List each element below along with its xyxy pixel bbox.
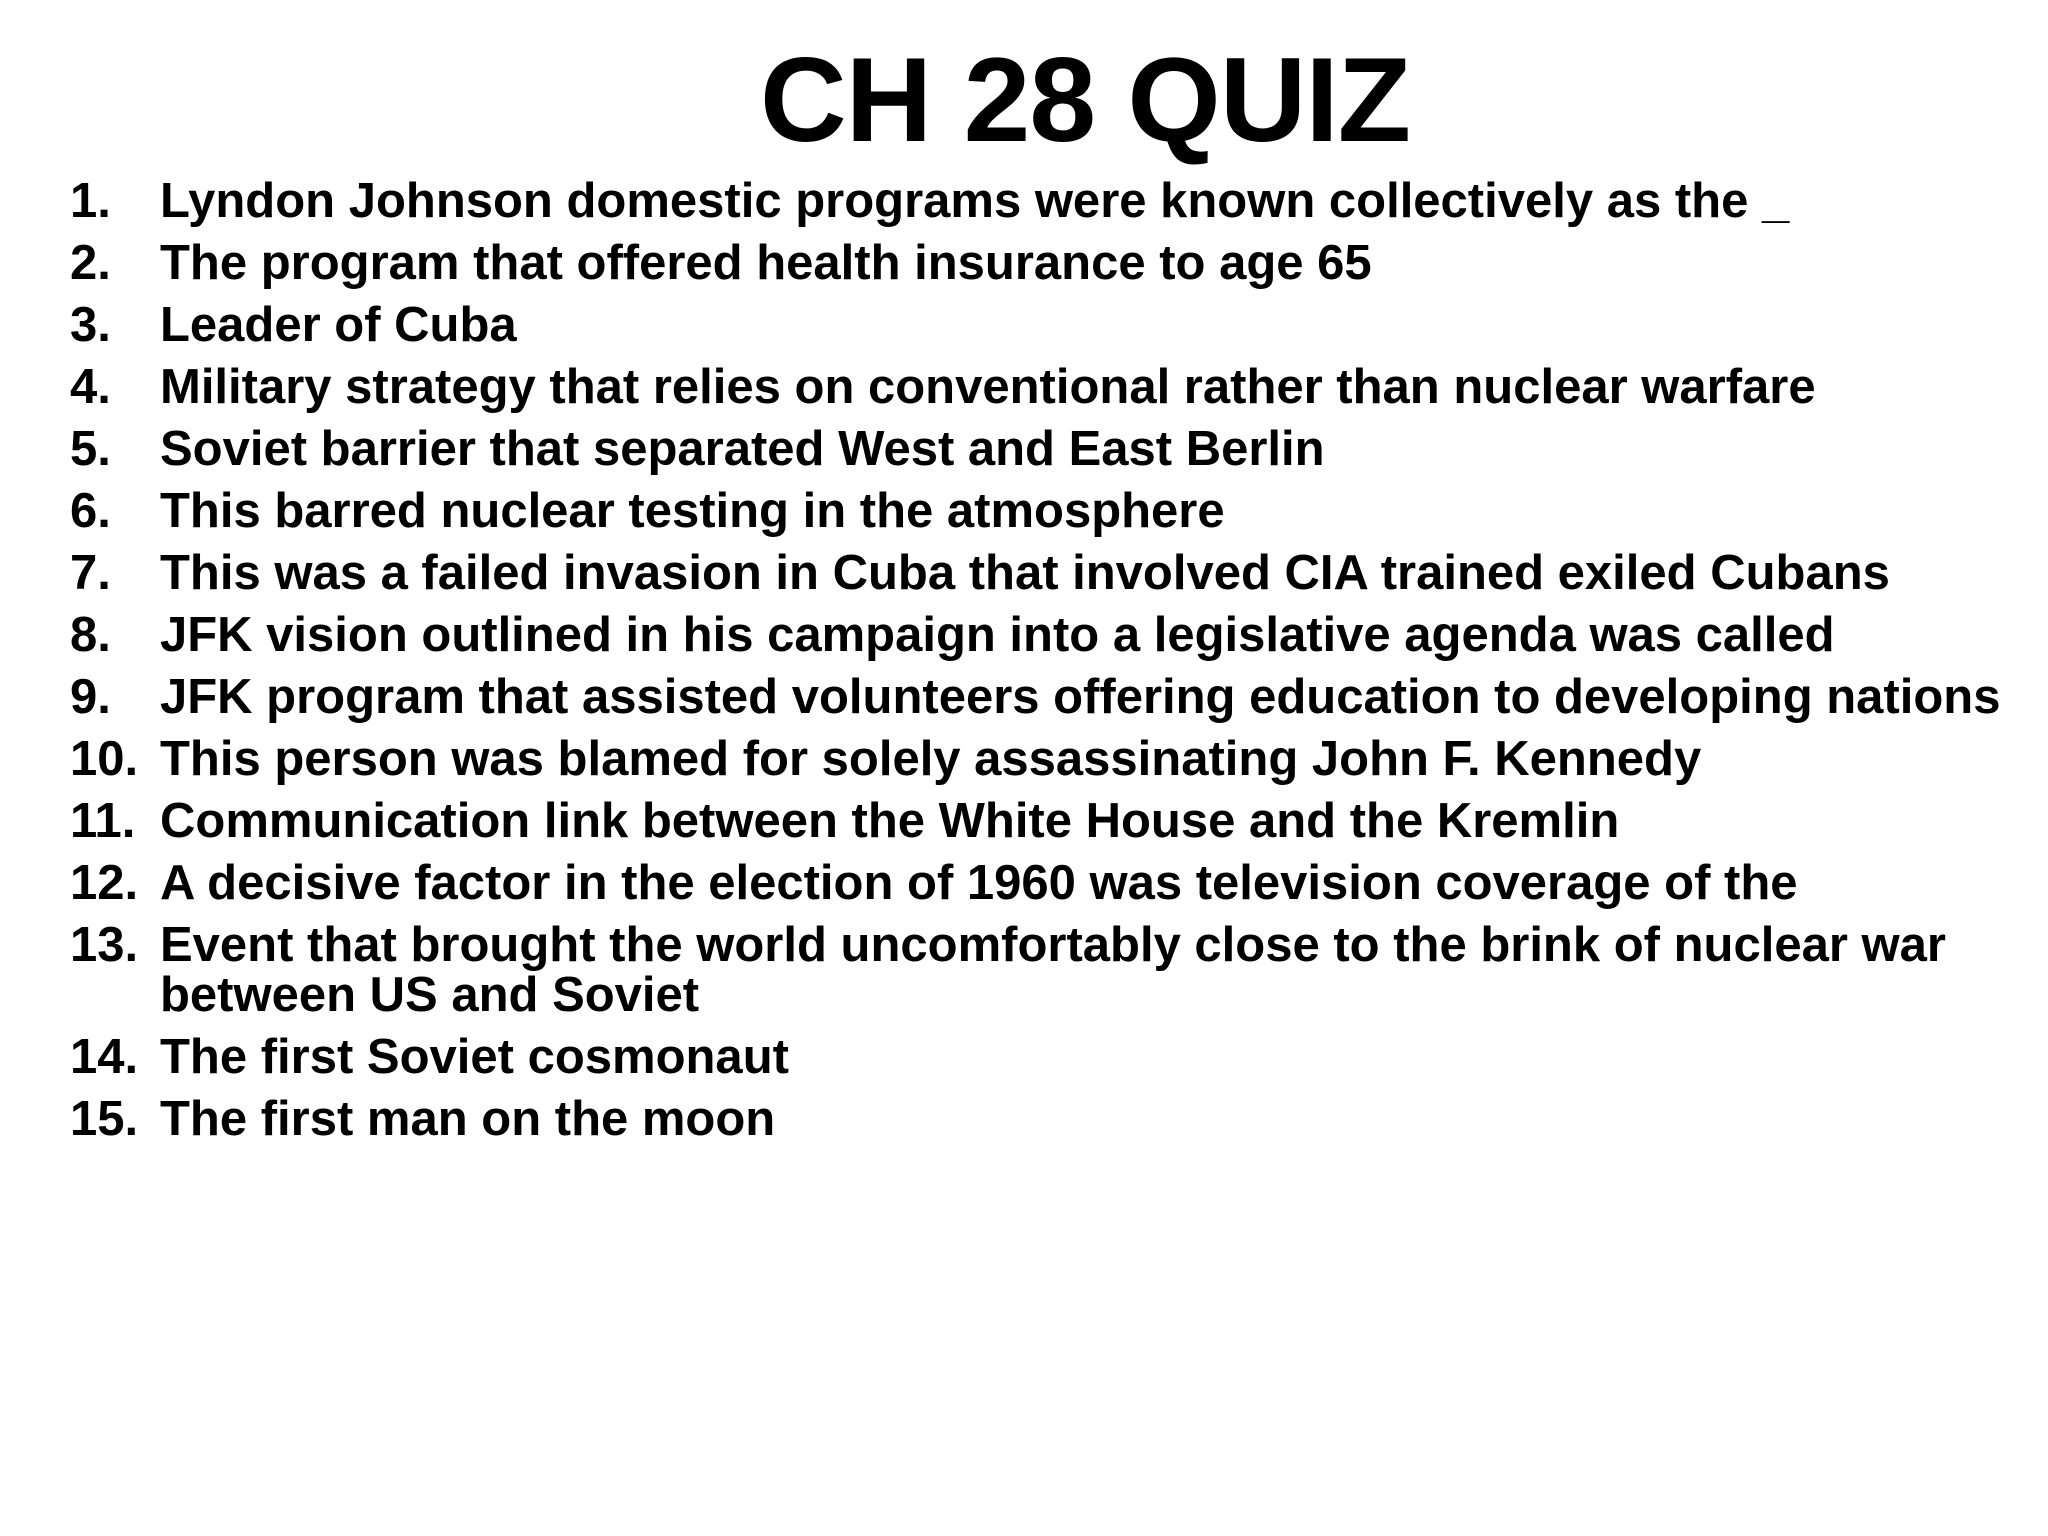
quiz-question-list [70,176,2046,1156]
list-item [70,796,2046,846]
list-item [70,238,2046,288]
page-title: CH 28 QUIZ [759,33,1411,167]
question-number: 4. [70,360,111,414]
question-number: 14. [70,1030,139,1084]
question-number: 11. [70,794,136,848]
question-text: Lyndon Johnson domestic programs were known collectively as the _ [160,174,1790,228]
question-number: 9. [70,670,111,724]
list-item [70,858,2046,908]
question-number: 10. [70,732,139,786]
question-text: This person was blamed for solely assassinating John F. Kennedy [160,732,1702,786]
question-text: JFK vision outlined in his campaign into a legislative agenda was called [160,608,1835,662]
list-item [70,486,2046,536]
question-number: 5. [70,422,111,476]
question-text: A decisive factor in the election of 1960 was television coverage of the [160,856,1798,910]
list-item [70,176,2046,226]
list-item [70,1032,2046,1082]
list-item [70,1094,2046,1144]
list-item [70,548,2046,598]
list-item [70,920,2046,1020]
question-text: This barred nuclear testing in the atmosphere [160,484,1225,538]
question-text: JFK program that assisted volunteers offering education to developing nations [160,670,2001,724]
question-number: 15. [70,1092,139,1146]
question-text: Soviet barrier that separated West and East Berlin [160,422,1325,476]
question-text: The first man on the moon [160,1092,776,1146]
question-number: 12. [70,856,139,910]
question-text: Leader of Cuba [160,298,517,352]
question-number: 2. [70,236,111,290]
question-number: 7. [70,546,111,600]
question-text: Event that brought the world uncomfortably close to the brink of nuclear war between US and Soviet [160,918,1946,1022]
list-item [70,424,2046,474]
question-number: 1. [70,174,111,228]
question-number: 6. [70,484,111,538]
question-number: 8. [70,608,111,662]
question-text: Military strategy that relies on conventional rather than nuclear warfare [160,360,1816,414]
list-item [70,672,2046,722]
question-text: This was a failed invasion in Cuba that involved CIA trained exiled Cubans [160,546,1890,600]
question-text: Communication link between the White House and the Kremlin [160,794,1620,848]
list-item [70,300,2046,350]
question-text: The program that offered health insurance to age 65 [160,236,1372,290]
list-item [70,734,2046,784]
question-text: The first Soviet cosmonaut [160,1030,789,1084]
list-item [70,610,2046,660]
question-number: 3. [70,298,111,352]
list-item [70,362,2046,412]
question-number: 13. [70,918,139,972]
